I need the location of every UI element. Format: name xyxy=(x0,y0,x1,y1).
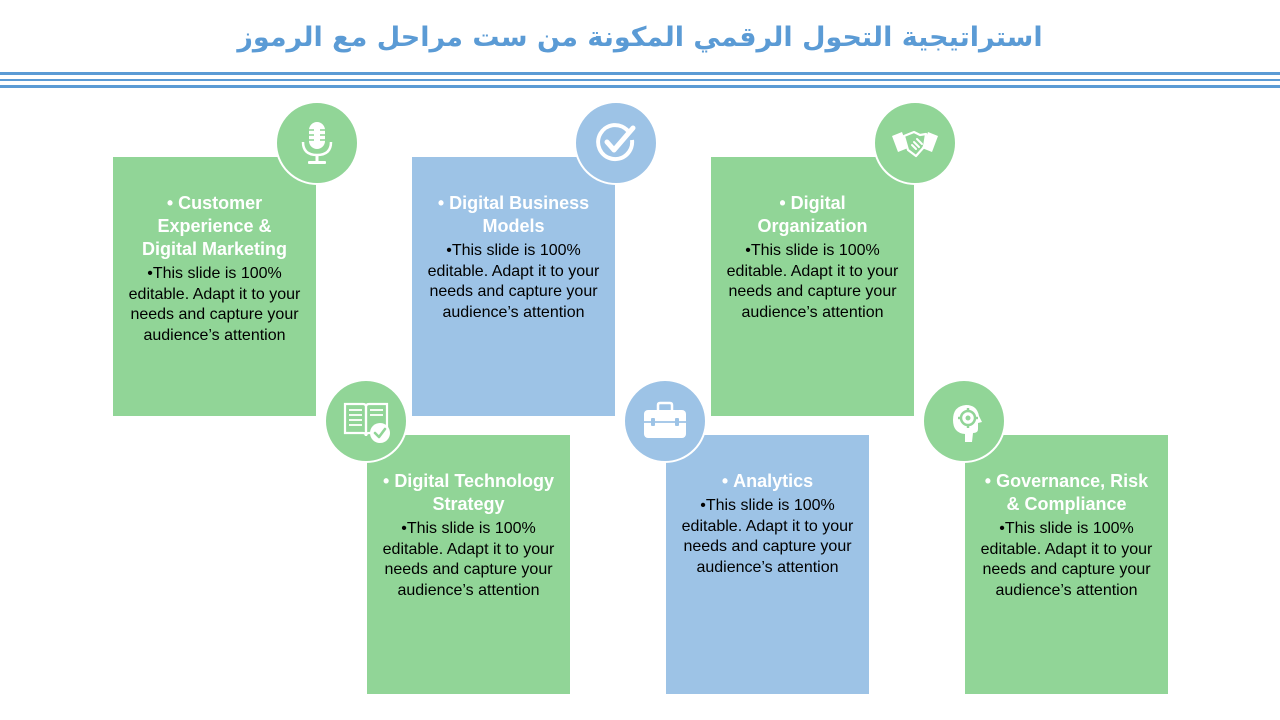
stage-icon-badge xyxy=(275,101,359,185)
stage-description: •This slide is 100% editable. Adapt it to your needs and capture your audience’s attention xyxy=(726,242,899,321)
slide-title: استراتيجية التحول الرقمي المكونة من ست مراحل مع الرموز xyxy=(237,22,1043,53)
stage-card-digital-organization xyxy=(711,157,914,416)
stage-icon-badge xyxy=(324,379,408,463)
briefcase-icon xyxy=(640,396,690,446)
stage-card-governance-risk-compliance xyxy=(965,435,1168,694)
checkmark-icon xyxy=(591,118,641,168)
stage-card-customer-experience xyxy=(113,157,316,416)
stage-heading: • Customer Experience & Digital Marketing xyxy=(141,193,288,259)
stage-heading: • Analytics xyxy=(721,471,814,491)
stage-heading: • Digital Organization xyxy=(757,193,868,236)
stage-icon-badge xyxy=(922,379,1006,463)
stage-description: •This slide is 100% editable. Adapt it to your needs and capture your audience’s attention xyxy=(980,520,1153,599)
book-check-icon xyxy=(341,396,391,446)
stage-description: •This slide is 100% editable. Adapt it to your needs and capture your audience’s attention xyxy=(382,520,555,599)
stage-description: •This slide is 100% editable. Adapt it to your needs and capture your audience’s attention xyxy=(427,242,600,321)
stage-description: •This slide is 100% editable. Adapt it to your needs and capture your audience’s attention xyxy=(128,265,301,344)
title-rule-middle xyxy=(0,79,1280,81)
microphone-icon xyxy=(292,118,342,168)
stage-card-analytics xyxy=(666,435,869,694)
stage-icon-badge xyxy=(623,379,707,463)
stage-heading: • Governance, Risk & Compliance xyxy=(984,471,1149,514)
stage-card-digital-technology-strategy xyxy=(367,435,570,694)
head-gear-icon xyxy=(939,396,989,446)
title-rule-bottom xyxy=(0,85,1280,88)
stage-icon-badge xyxy=(873,101,957,185)
stage-card-digital-business-models xyxy=(412,157,615,416)
handshake-icon xyxy=(890,118,940,168)
stage-heading: • Digital Technology Strategy xyxy=(383,471,554,514)
title-rule-top xyxy=(0,72,1280,75)
stage-heading: • Digital Business Models xyxy=(437,193,590,236)
stage-description: •This slide is 100% editable. Adapt it to your needs and capture your audience’s attention xyxy=(681,497,854,576)
stage-icon-badge xyxy=(574,101,658,185)
